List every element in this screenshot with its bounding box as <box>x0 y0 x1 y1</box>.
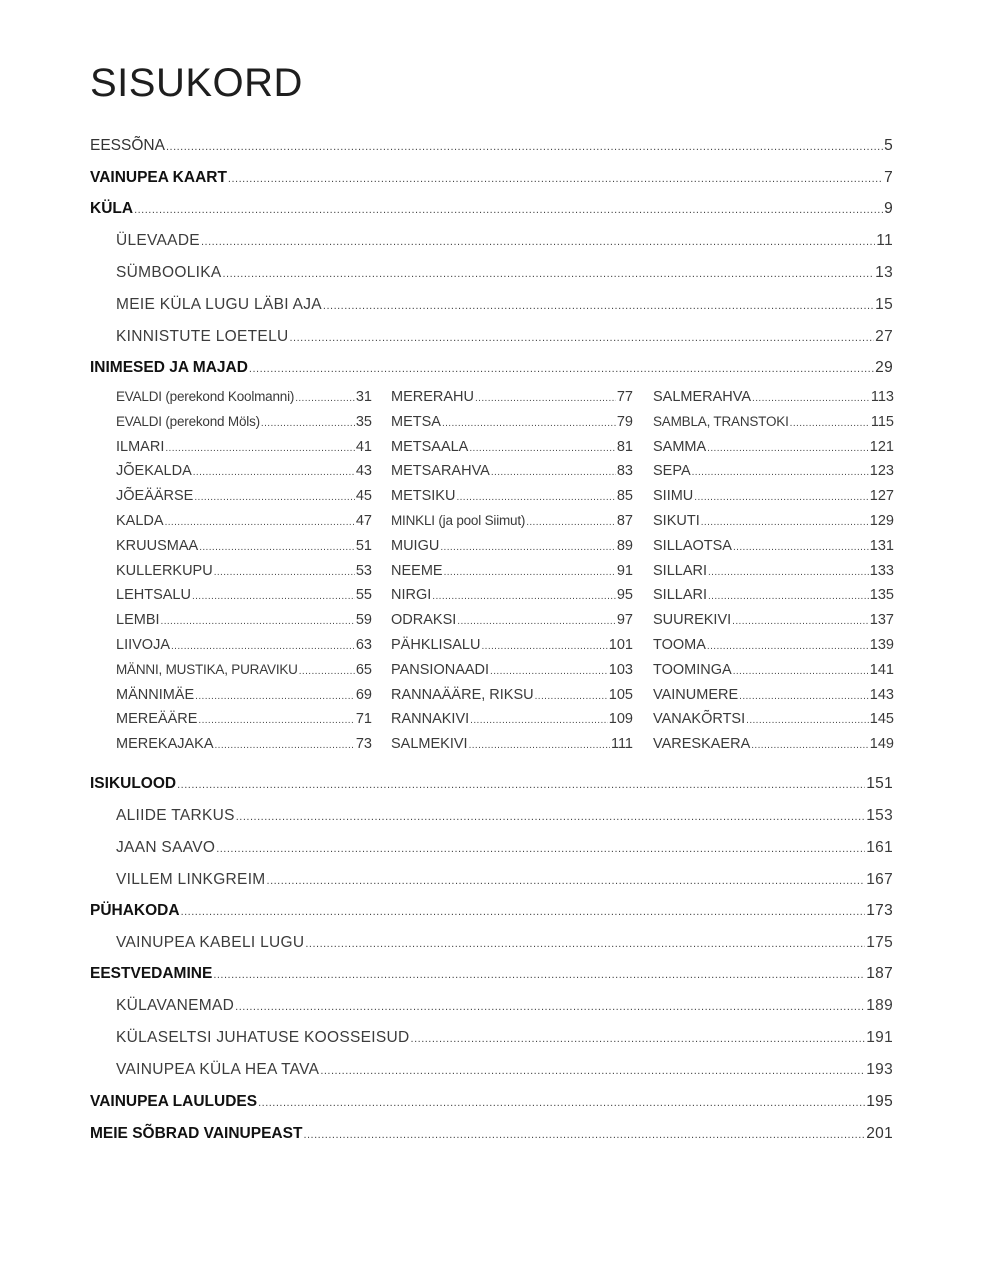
house-page: 143 <box>869 686 894 703</box>
toc-entry-label: KINNISTUTE LOETELU <box>116 328 289 345</box>
house-page: 137 <box>869 612 894 629</box>
toc-entry-kulaseltsi-juhatus[interactable] <box>116 1027 893 1049</box>
house-entry[interactable] <box>653 633 894 658</box>
house-name: SIKUTI <box>653 512 700 529</box>
house-name: JÕEKALDA <box>116 463 192 480</box>
house-entry[interactable] <box>653 608 894 633</box>
leader-dots <box>751 734 869 759</box>
leader-dots <box>134 199 883 221</box>
toc-entry-page: 153 <box>866 807 893 824</box>
house-entry[interactable] <box>653 534 894 559</box>
leader-dots <box>165 437 355 462</box>
house-page: 79 <box>616 413 633 430</box>
house-name: METSARAHVA <box>391 463 490 480</box>
house-name: VARESKAERA <box>653 736 751 753</box>
leader-dots <box>444 561 616 586</box>
toc-entry-label: KÜLA <box>90 200 134 217</box>
toc-entry-label: SÜMBOOLIKA <box>116 264 222 281</box>
house-page: 149 <box>869 736 894 753</box>
house-name: ODRAKSI <box>391 612 457 629</box>
toc-entry-page: 13 <box>875 264 893 281</box>
house-name: SILLARI <box>653 587 707 604</box>
toc-entry-label: VILLEM LINKGREIM <box>116 871 266 888</box>
toc-entry-page: 15 <box>875 296 893 313</box>
house-page: 97 <box>616 612 633 629</box>
toc-entry-label: INIMESED JA MAJAD <box>90 359 248 376</box>
leader-dots <box>228 168 883 190</box>
house-page: 71 <box>355 711 372 728</box>
house-entry[interactable] <box>391 459 633 484</box>
leader-dots <box>305 933 865 955</box>
house-page: 45 <box>355 488 372 505</box>
house-page: 95 <box>616 587 633 604</box>
house-entry[interactable] <box>653 484 894 509</box>
leader-dots <box>303 1124 865 1146</box>
toc-entry-vainupea-kaart[interactable] <box>90 167 893 189</box>
house-name: LIIVOJA <box>116 636 170 653</box>
house-entry[interactable] <box>653 385 894 410</box>
leader-dots <box>161 610 355 635</box>
house-name: SIIMU <box>653 488 694 505</box>
leader-dots <box>481 635 607 660</box>
house-entry[interactable] <box>116 534 372 559</box>
toc-entry-puhakoda[interactable] <box>90 900 893 922</box>
toc-entry-label: KÜLAVANEMAD <box>116 997 235 1014</box>
house-name: VANAKÕRTSI <box>653 711 746 728</box>
leader-dots <box>320 1060 865 1082</box>
toc-entry-meie-kula-lugu[interactable] <box>116 294 893 316</box>
house-page: 101 <box>608 636 633 653</box>
toc-entry-label: VAINUPEA KAART <box>90 169 227 186</box>
leader-dots <box>261 412 355 437</box>
toc-entry-kula[interactable] <box>90 198 893 220</box>
house-name: SILLAOTSA <box>653 537 732 554</box>
house-entry[interactable] <box>391 707 633 732</box>
house-page: 135 <box>869 587 894 604</box>
leader-dots <box>708 585 869 610</box>
toc-entry-jaan-saavo[interactable] <box>116 837 893 859</box>
leader-dots <box>295 387 355 412</box>
house-page: 111 <box>610 736 633 753</box>
toc-entry-meie-sobrad[interactable] <box>90 1123 893 1145</box>
house-page: 59 <box>355 612 372 629</box>
leader-dots <box>469 437 616 462</box>
house-entry[interactable] <box>391 608 633 633</box>
toc-entry-label: JAAN SAAVO <box>116 839 216 856</box>
house-name: SEPA <box>653 463 691 480</box>
house-entry[interactable] <box>653 435 894 460</box>
house-name: PÄHKLISALU <box>391 636 481 653</box>
house-name: TOOMINGA <box>653 661 732 678</box>
house-entry[interactable] <box>116 459 372 484</box>
toc-entry-label: MEIE SÕBRAD VAINUPEAST <box>90 1125 303 1142</box>
leader-dots <box>440 536 616 561</box>
leader-dots <box>432 585 616 610</box>
toc-entry-label: VAINUPEA LAULUDES <box>90 1093 258 1110</box>
house-entry[interactable] <box>653 658 894 683</box>
toc-entry-page: 29 <box>875 359 893 376</box>
leader-dots <box>694 486 869 511</box>
leader-dots <box>235 996 865 1018</box>
toc-entry-label: VAINUPEA KÜLA HEA TAVA <box>116 1061 320 1078</box>
house-column-2 <box>391 385 633 757</box>
house-entry[interactable] <box>653 732 894 757</box>
house-page: 89 <box>616 537 633 554</box>
leader-dots <box>192 585 355 610</box>
house-name: MÄNNIMÄE <box>116 686 195 703</box>
house-page: 103 <box>608 661 633 678</box>
leader-dots <box>535 685 608 710</box>
leader-dots <box>216 838 865 860</box>
leader-dots <box>442 412 616 437</box>
toc-entry-villem-linkgreim[interactable] <box>116 869 893 891</box>
house-name: EVALDI (perekond Koolmanni) <box>116 389 295 404</box>
house-name: RANNAÄÄRE, RIKSU <box>391 686 534 703</box>
house-name: KRUUSMAA <box>116 537 199 554</box>
house-page: 131 <box>869 537 894 554</box>
leader-dots <box>181 901 866 923</box>
leader-dots <box>790 412 870 437</box>
toc-entry-page: 9 <box>884 200 893 217</box>
toc-entry-label: EESTVEDAMINE <box>90 965 213 982</box>
house-entry[interactable] <box>116 732 372 757</box>
house-entry[interactable] <box>116 509 372 534</box>
house-entry[interactable] <box>653 410 894 435</box>
house-name: SUUREKIVI <box>653 612 732 629</box>
house-name: LEHTSALU <box>116 587 191 604</box>
house-entry[interactable] <box>653 707 894 732</box>
leader-dots <box>199 536 355 561</box>
house-page: 127 <box>869 488 894 505</box>
house-page: 87 <box>616 512 633 529</box>
leader-dots <box>165 511 355 536</box>
house-name: KULLERKUPU <box>116 562 213 579</box>
house-page: 123 <box>869 463 894 480</box>
toc-entry-page: 167 <box>866 871 893 888</box>
house-page: 91 <box>616 562 633 579</box>
house-page: 105 <box>608 686 633 703</box>
house-page: 35 <box>355 413 372 430</box>
house-entry[interactable] <box>116 633 372 658</box>
leader-dots <box>193 461 355 486</box>
house-entry[interactable] <box>116 435 372 460</box>
house-entry[interactable] <box>116 484 372 509</box>
toc-entry-kinnistute-loetelu[interactable] <box>116 326 893 348</box>
leader-dots <box>746 709 869 734</box>
house-entry[interactable] <box>391 583 633 608</box>
house-name: MERERAHU <box>391 389 474 405</box>
toc-entry-hea-tava[interactable] <box>116 1059 893 1081</box>
leader-dots <box>457 610 616 635</box>
house-entry[interactable] <box>391 559 633 584</box>
house-entry[interactable] <box>116 707 372 732</box>
leader-dots <box>411 1028 866 1050</box>
leader-dots <box>701 511 869 536</box>
house-entry[interactable] <box>116 608 372 633</box>
house-page: 141 <box>869 661 894 678</box>
house-entry[interactable] <box>653 559 894 584</box>
leader-dots <box>526 511 616 536</box>
house-page: 55 <box>355 587 372 604</box>
toc-entry-vainupea-lauludes[interactable] <box>90 1091 893 1113</box>
house-page: 139 <box>869 636 894 653</box>
house-entry[interactable] <box>391 683 633 708</box>
toc-entry-label: KÜLASELTSI JUHATUSE KOOSSEISUD <box>116 1029 410 1046</box>
leader-dots <box>491 461 616 486</box>
house-name: NIRGI <box>391 587 432 604</box>
toc-entry-aliide-tarkus[interactable] <box>116 805 893 827</box>
toc-entry-page: 161 <box>866 839 893 856</box>
leader-dots <box>299 660 355 685</box>
leader-dots <box>456 486 615 511</box>
house-entry[interactable] <box>391 732 633 757</box>
leader-dots <box>195 685 355 710</box>
house-name: ILMARI <box>116 438 165 455</box>
toc-entry-page: 5 <box>884 137 893 154</box>
toc-entry-kabeli-lugu[interactable] <box>116 932 893 954</box>
house-entry[interactable] <box>391 410 633 435</box>
house-name: MEREKAJAKA <box>116 736 214 753</box>
house-name: METSAALA <box>391 438 469 455</box>
house-page: 133 <box>869 562 894 579</box>
toc-entry-inimesed-ja-majad[interactable] <box>90 357 893 379</box>
leader-dots <box>214 561 355 586</box>
toc-entry-label: PÜHAKODA <box>90 902 180 919</box>
house-name: RANNAKIVI <box>391 711 470 728</box>
toc-entry-page: 7 <box>884 169 893 186</box>
toc-entry-isikulood[interactable] <box>90 773 893 795</box>
house-name: VAINUMERE <box>653 686 739 703</box>
house-page: 145 <box>869 711 894 728</box>
leader-dots <box>752 387 870 412</box>
leader-dots <box>194 486 355 511</box>
house-page: 115 <box>870 413 894 430</box>
house-name: SILLARI <box>653 562 707 579</box>
house-page: 47 <box>355 512 372 529</box>
toc-entry-page: 187 <box>866 965 893 982</box>
house-name: MINKLI (ja pool Siimut) <box>391 512 526 528</box>
toc-entry-page: 201 <box>866 1125 893 1142</box>
house-name: METSA <box>391 413 441 430</box>
house-name: METSIKU <box>391 488 456 505</box>
leader-dots <box>213 964 865 986</box>
toc-entry-label: ALIIDE TARKUS <box>116 807 235 824</box>
leader-dots <box>733 660 869 685</box>
leader-dots <box>469 734 610 759</box>
toc-entry-kulavanemad[interactable] <box>116 995 893 1017</box>
leader-dots <box>323 295 874 317</box>
house-entry[interactable] <box>653 683 894 708</box>
house-entry[interactable] <box>653 583 894 608</box>
house-entry[interactable] <box>391 435 633 460</box>
leader-dots <box>708 561 869 586</box>
house-name: MEREÄÄRE <box>116 711 198 728</box>
toc-entry-page: 27 <box>875 328 893 345</box>
leader-dots <box>236 806 865 828</box>
house-name: EVALDI (perekond Möls) <box>116 413 260 429</box>
house-page: 121 <box>869 438 894 455</box>
house-name: SALMERAHVA <box>653 389 752 405</box>
house-name: MUIGU <box>391 537 440 554</box>
house-name: LEMBI <box>116 612 160 629</box>
toc-entry-ulevaade[interactable] <box>116 230 893 252</box>
toc-entry-eessona[interactable] <box>90 135 893 157</box>
house-column-1 <box>116 385 372 757</box>
house-entry[interactable] <box>116 658 372 683</box>
page-title: SISUKORD <box>90 61 303 105</box>
house-page: 85 <box>616 488 633 505</box>
leader-dots <box>177 774 865 796</box>
house-page: 129 <box>869 512 894 529</box>
house-page: 113 <box>870 389 894 405</box>
house-page: 41 <box>355 438 372 455</box>
toc-entry-page: 175 <box>866 934 893 951</box>
leader-dots <box>267 870 866 892</box>
leader-dots <box>732 610 869 635</box>
toc-entry-label: EESSÕNA <box>90 137 165 154</box>
house-entry[interactable] <box>391 534 633 559</box>
leader-dots <box>475 387 616 412</box>
house-entry[interactable] <box>391 509 633 534</box>
house-entry[interactable] <box>653 509 894 534</box>
house-page: 77 <box>616 389 633 405</box>
house-name: SAMBLA, TRANSTOKI <box>653 413 789 429</box>
leader-dots <box>707 437 869 462</box>
house-name: NEEME <box>391 562 443 579</box>
toc-entry-label: ÜLEVAADE <box>116 232 200 249</box>
leader-dots <box>201 231 875 253</box>
leader-dots <box>258 1092 865 1114</box>
leader-dots <box>215 734 355 759</box>
house-page: 83 <box>616 463 633 480</box>
leader-dots <box>470 709 608 734</box>
house-name: PANSIONAADI <box>391 661 490 678</box>
leader-dots <box>290 327 875 349</box>
house-name: SAMMA <box>653 438 707 455</box>
house-entry[interactable] <box>653 459 894 484</box>
leader-dots <box>166 136 883 158</box>
house-index <box>0 385 999 755</box>
house-page: 63 <box>355 636 372 653</box>
house-entry[interactable] <box>116 683 372 708</box>
house-entry[interactable] <box>116 410 372 435</box>
leader-dots <box>739 685 869 710</box>
house-page: 73 <box>355 736 372 753</box>
leader-dots <box>171 635 355 660</box>
house-entry[interactable] <box>116 559 372 584</box>
toc-entry-eestvedamine[interactable] <box>90 963 893 985</box>
house-entry[interactable] <box>391 385 633 410</box>
toc-entry-page: 189 <box>866 997 893 1014</box>
toc-entry-page: 151 <box>866 775 893 792</box>
house-name: MÄNNI, MUSTIKA, PURAVIKU <box>116 661 298 677</box>
leader-dots <box>733 536 869 561</box>
leader-dots <box>198 709 354 734</box>
toc-entry-label: ISIKULOOD <box>90 775 177 792</box>
leader-dots <box>692 461 869 486</box>
house-page: 51 <box>355 537 372 554</box>
house-entry[interactable] <box>391 484 633 509</box>
house-name: TOOMA <box>653 636 706 653</box>
house-column-3 <box>653 385 894 757</box>
house-name: JÕEÄÄRSE <box>116 488 194 505</box>
leader-dots <box>249 358 874 380</box>
house-page: 109 <box>608 711 633 728</box>
house-name: SALMEKIVI <box>391 736 468 753</box>
house-entry[interactable] <box>116 583 372 608</box>
toc-entry-page: 195 <box>866 1093 893 1110</box>
toc-entry-page: 191 <box>866 1029 893 1046</box>
house-name: KALDA <box>116 512 164 529</box>
house-page: 31 <box>355 389 372 405</box>
house-page: 81 <box>616 438 633 455</box>
house-entry[interactable] <box>391 658 633 683</box>
house-entry[interactable] <box>116 385 372 410</box>
toc-entry-page: 193 <box>866 1061 893 1078</box>
toc-entry-page: 173 <box>866 902 893 919</box>
house-page: 53 <box>355 562 372 579</box>
toc-entry-label: MEIE KÜLA LUGU LÄBI AJA <box>116 296 322 313</box>
leader-dots <box>707 635 869 660</box>
leader-dots <box>223 263 875 285</box>
toc-entry-page: 11 <box>876 232 893 249</box>
house-page: 43 <box>355 463 372 480</box>
toc-entry-sumboolika[interactable] <box>116 262 893 284</box>
house-page: 65 <box>355 661 372 678</box>
house-entry[interactable] <box>391 633 633 658</box>
leader-dots <box>490 660 608 685</box>
house-page: 69 <box>355 686 372 703</box>
toc-entry-label: VAINUPEA KABELI LUGU <box>116 934 305 951</box>
